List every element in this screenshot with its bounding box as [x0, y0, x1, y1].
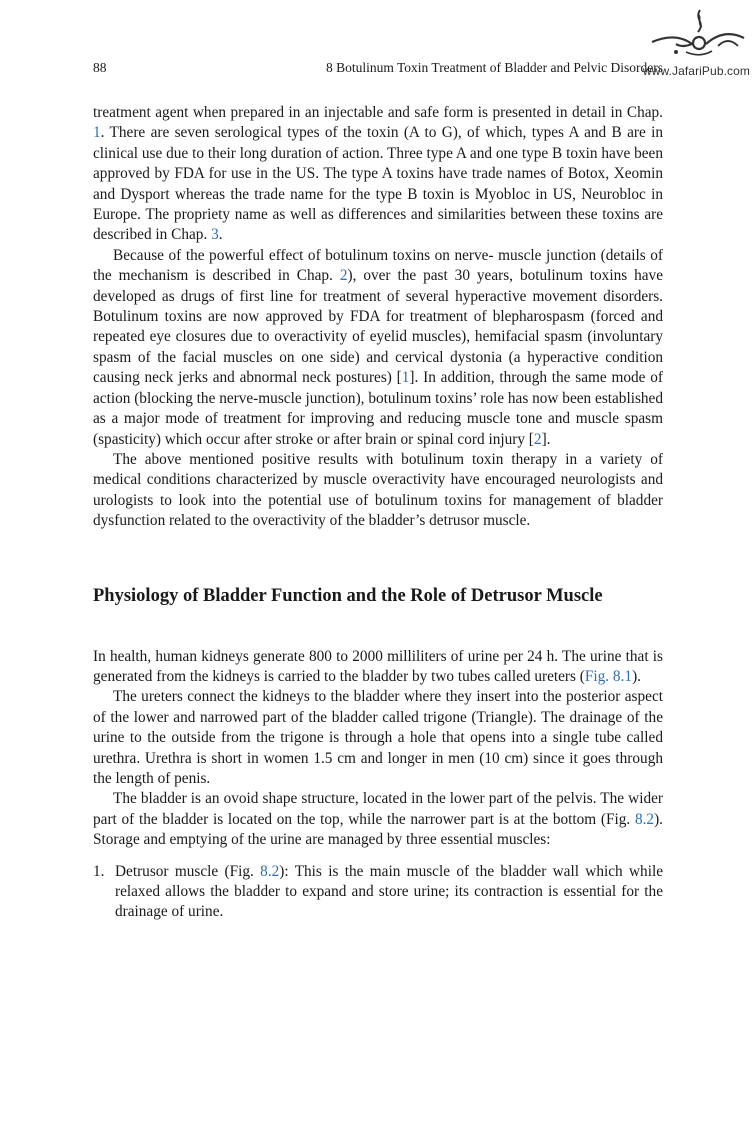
text-run: . [218, 226, 223, 244]
text-run: treatment agent when prepared in an injectable and safe form is presented in detail in Chap. [93, 104, 663, 121]
section-heading: Physiology of Bladder Function and the Role of Detrusor Muscle [93, 585, 603, 606]
watermark-url: www.JafariPub.com [642, 64, 750, 78]
text-run: . There are seven serological types of the toxin (A to G), of which, types A and B are in clinical use due to their long duration of action. Three type A and one type B toxin have been approved by FDA for use in the US. The type A toxins have trade names of Botox, Xeomin and Dysport whereas the trade name for the type B toxin is Myobloc in US, Neurobloc in Europe. The propriety name as well as differences and similarities between these toxins are described in Chap. [93, 124, 663, 244]
text-run: ). Storage and emptying of the urine are managed by three essential muscles: [93, 810, 663, 849]
paragraph [93, 789, 663, 850]
text-run: In health, human kidneys generate 800 to 2000 milliliters of urine per 24 h. The urine that is generated from the kidneys is carried to the bladder by two tubes called ureters ( [93, 647, 663, 685]
text-run: The bladder is an ovoid shape structure, located in the lower part of the pelvis. The wider part of the bladder is located on the top, while the narrower part is at the bottom (Fig. [93, 790, 663, 828]
paragraph [93, 246, 663, 450]
text-run: Because of the powerful effect of botulinum toxins on nerve- muscle junction (details of the mechanism is described in Chap. [93, 246, 663, 285]
text-run: The above mentioned positive results with botulinum toxin therapy in a variety of medical conditions characterized by muscle overactivity have encouraged neurologists and urologists to look into the potential use of botulinum toxins for management of bladder dysfunction related to the overactivity of the bladder’s detrusor muscle. [93, 450, 663, 530]
section-paragraphs [93, 647, 663, 851]
list-number: 1. [93, 862, 105, 880]
list-item [93, 862, 663, 923]
cross-reference-link[interactable]: 8.2 [260, 862, 280, 880]
cross-reference-link[interactable]: Fig. 8.1 [584, 667, 633, 685]
cross-reference-link[interactable]: 8.2 [634, 810, 655, 828]
paragraph [93, 687, 663, 789]
page-header [93, 60, 663, 80]
paragraph [93, 450, 663, 532]
cross-reference-link[interactable]: 2 [533, 430, 542, 448]
intro-paragraphs [93, 103, 663, 532]
text-run: ), over the past 30 years, botulinum toxins have developed as drugs of first line for treatment of several hyperactive movement disorders. Botulinum toxins are now approved by FDA for treatment of blepharospasm (forced and repeated eye closures due to overactivity of eyelid muscles), hemifacial spasm (involuntary spasm of the facial muscles on one side) and cervical dystonia (a hyperactive condition causing neck jerks and abnormal neck postures) [ [93, 267, 663, 387]
text-run: ): This is the main muscle of the bladder wall which while relaxed allows the bladder to expand and store urine; its contraction is essential for the drainage of urine. [115, 862, 663, 921]
list-text [115, 862, 663, 923]
page-body [93, 103, 663, 923]
muscle-list [93, 862, 663, 923]
text-run: Detrusor muscle (Fig. [115, 862, 261, 880]
cross-reference-link[interactable]: 3 [211, 226, 219, 244]
jafaripub-logo-icon [646, 6, 750, 64]
cross-reference-link[interactable]: 2 [339, 267, 348, 285]
text-run: ). [632, 667, 641, 685]
running-title: 8 Botulinum Toxin Treatment of Bladder and Pelvic Disorders [325, 60, 663, 75]
text-run: The ureters connect the kidneys to the bladder where they insert into the posterior aspect of the lower and narrowed part of the bladder called trigone (Triangle). The drainage of the urine to the outside from the trigone is through a hole that opens into a single tube called urethra. Urethra is short in women 1.5 cm and longer in men (10 cm) since it goes through the length of penis. [93, 688, 663, 787]
paragraph [93, 103, 663, 246]
page-number: 88 [93, 60, 107, 75]
cross-reference-link[interactable]: 1 [401, 369, 410, 387]
text-run: ]. In addition, through the same mode of action (blocking the nerve-muscle junction), botulinum toxins’ role has now been established as a major mode of treatment for improving and reducing muscle tone and muscle spasm (spasticity) which occur after stroke or after brain or spinal cord injury [ [93, 369, 663, 448]
paragraph [93, 647, 663, 688]
text-run: ]. [541, 430, 551, 448]
watermark [638, 6, 750, 76]
cross-reference-link[interactable]: 1 [93, 124, 101, 142]
